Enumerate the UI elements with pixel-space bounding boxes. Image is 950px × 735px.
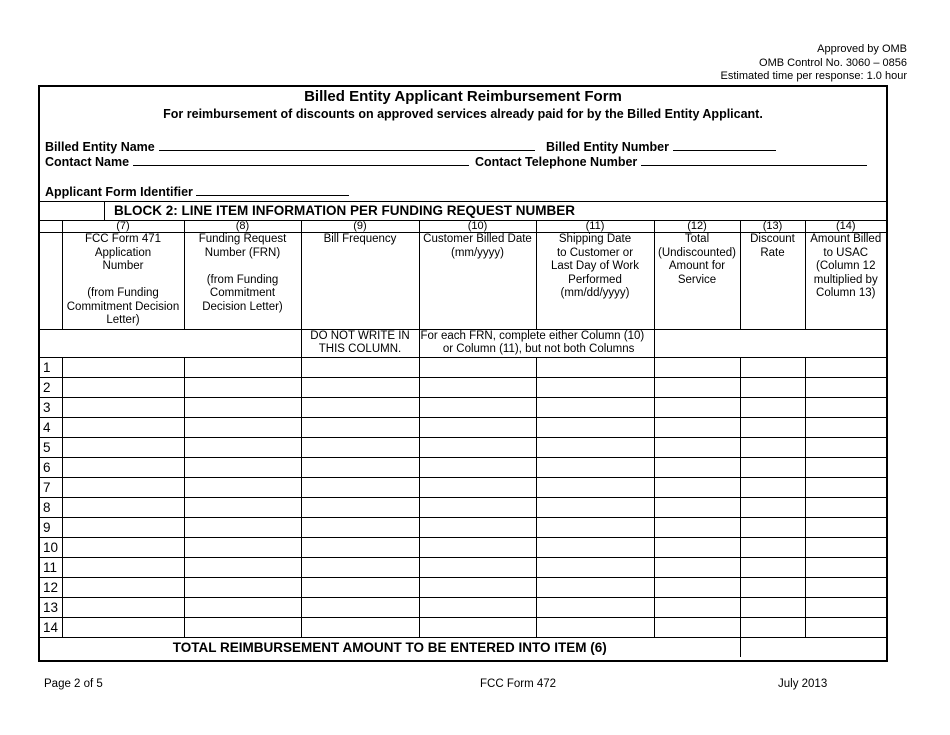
- entry-cell-col-14[interactable]: [805, 578, 886, 598]
- entry-cell-col-7[interactable]: [62, 458, 184, 478]
- entry-cell-col-14[interactable]: [805, 438, 886, 458]
- entry-cell-col-12[interactable]: [654, 518, 740, 538]
- entry-cell-col-14[interactable]: [805, 418, 886, 438]
- entry-cell-col-8[interactable]: [184, 478, 301, 498]
- column-number: (7): [62, 220, 184, 233]
- entry-cell-col-7[interactable]: [62, 378, 184, 398]
- entry-cell-col-12[interactable]: [654, 558, 740, 578]
- entry-cell-col-13[interactable]: [740, 598, 805, 618]
- omb-approval-block: [721, 43, 907, 84]
- table-row: [40, 618, 886, 638]
- row-number: 4: [40, 418, 62, 438]
- entry-cell-col-13[interactable]: [740, 358, 805, 378]
- entry-cell-col-9[interactable]: [301, 358, 419, 378]
- entry-cell-col-7[interactable]: [62, 478, 184, 498]
- form-frame: [38, 85, 888, 662]
- form-subtitle: For reimbursement of discounts on approved services already paid for by the Billed Entity Applicant.: [163, 107, 763, 121]
- table-row: [40, 598, 886, 618]
- block-2-header: [40, 201, 886, 221]
- entry-cell-col-8[interactable]: [184, 418, 301, 438]
- entry-cell-col-14[interactable]: [805, 538, 886, 558]
- entry-cell-col-12[interactable]: [654, 578, 740, 598]
- row-number: 2: [40, 378, 62, 398]
- row-number: 9: [40, 518, 62, 538]
- entry-cell-col-12[interactable]: [654, 418, 740, 438]
- contact-name-field[interactable]: [45, 153, 469, 169]
- form-title: Billed Entity Applicant Reimbursement Form: [304, 88, 622, 105]
- entry-cell-col-14[interactable]: [805, 558, 886, 578]
- entry-cell-col-8[interactable]: [184, 378, 301, 398]
- entry-cell-col-12[interactable]: [654, 498, 740, 518]
- entry-cell-col-9[interactable]: [301, 458, 419, 478]
- entry-cell-col-7[interactable]: [62, 578, 184, 598]
- entry-cell-col-12[interactable]: [654, 378, 740, 398]
- column-number: (13): [740, 220, 805, 233]
- entry-cell-col-7[interactable]: [62, 538, 184, 558]
- entry-cell-col-11[interactable]: [536, 598, 654, 618]
- entry-cell-col-10[interactable]: [419, 358, 536, 378]
- entry-cell-col-12[interactable]: [654, 358, 740, 378]
- entry-cell-col-10[interactable]: [419, 478, 536, 498]
- omb-control-number: OMB Control No. 3060 – 0856: [759, 56, 907, 69]
- table-row: [40, 558, 886, 578]
- row-number: 7: [40, 478, 62, 498]
- entry-cell-col-10[interactable]: [419, 558, 536, 578]
- line-item-table: [40, 220, 886, 657]
- entry-cell-col-13[interactable]: [740, 398, 805, 418]
- col-14-header: Amount Billed to USAC (Column 12 multiplied by Column 13): [805, 233, 886, 330]
- entry-cell-col-7[interactable]: [62, 398, 184, 418]
- entry-cell-col-7[interactable]: [62, 358, 184, 378]
- instruction-spacer: [40, 330, 301, 358]
- entry-cell-col-8[interactable]: [184, 598, 301, 618]
- entry-cell-col-9[interactable]: [301, 538, 419, 558]
- col-11-header: Shipping Date to Customer or Last Day of Work Performed (mm/dd/yyyy): [536, 233, 654, 330]
- col-9-header: Bill Frequency: [301, 233, 419, 330]
- row-number: 6: [40, 458, 62, 478]
- contact-name-label: Contact Name: [45, 155, 130, 169]
- entry-cell-col-8[interactable]: [184, 558, 301, 578]
- contact-telephone-input-line[interactable]: [641, 153, 867, 166]
- col-7-header: FCC Form 471 Application Number (from Funding Commitment Decision Letter): [62, 233, 184, 330]
- entry-cell-col-7[interactable]: [62, 558, 184, 578]
- entry-cell-col-11[interactable]: [536, 378, 654, 398]
- block-header-divider: [104, 202, 105, 220]
- col-12-header: Total (Undiscounted) Amount for Service: [654, 233, 740, 330]
- entry-cell-col-12[interactable]: [654, 538, 740, 558]
- entry-cell-col-10[interactable]: [419, 398, 536, 418]
- entry-cell-col-8[interactable]: [184, 538, 301, 558]
- entry-cell-col-8[interactable]: [184, 578, 301, 598]
- entry-cell-col-13[interactable]: [740, 518, 805, 538]
- column-number: (8): [184, 220, 301, 233]
- row-number: 3: [40, 398, 62, 418]
- entry-cell-col-9[interactable]: [301, 518, 419, 538]
- entry-cell-col-7[interactable]: [62, 618, 184, 638]
- entry-cell-col-9[interactable]: [301, 498, 419, 518]
- entry-cell-col-10[interactable]: [419, 518, 536, 538]
- entry-cell-col-14[interactable]: [805, 498, 886, 518]
- table-row: [40, 438, 886, 458]
- entry-cell-col-9[interactable]: [301, 578, 419, 598]
- total-reimbursement-label: TOTAL REIMBURSEMENT AMOUNT TO BE ENTERED INTO ITEM (6): [40, 638, 740, 658]
- entry-cell-col-13[interactable]: [740, 458, 805, 478]
- row-number: 10: [40, 538, 62, 558]
- entry-cell-col-11[interactable]: [536, 358, 654, 378]
- entry-cell-col-10[interactable]: [419, 498, 536, 518]
- entry-cell-col-14[interactable]: [805, 378, 886, 398]
- applicant-form-identifier-field[interactable]: [45, 183, 349, 199]
- entry-cell-col-8[interactable]: [184, 518, 301, 538]
- entry-cell-col-11[interactable]: [536, 418, 654, 438]
- contact-telephone-field[interactable]: [475, 153, 867, 169]
- billed-entity-name-label: Billed Entity Name: [45, 140, 155, 154]
- entry-cell-col-8[interactable]: [184, 398, 301, 418]
- row-number: 11: [40, 558, 62, 578]
- row-number: 12: [40, 578, 62, 598]
- entry-cell-col-8[interactable]: [184, 458, 301, 478]
- table-row: [40, 458, 886, 478]
- entry-cell-col-11[interactable]: [536, 458, 654, 478]
- entry-cell-col-12[interactable]: [654, 598, 740, 618]
- instruction-row: [40, 330, 886, 358]
- billed-entity-name-input-line[interactable]: [159, 138, 535, 151]
- entry-cell-col-11[interactable]: [536, 518, 654, 538]
- entry-cell-col-14[interactable]: [805, 518, 886, 538]
- contact-name-input-line[interactable]: [133, 153, 469, 166]
- entry-cell-col-9[interactable]: [301, 418, 419, 438]
- table-row: [40, 518, 886, 538]
- entry-cell-col-12[interactable]: [654, 438, 740, 458]
- table-row: [40, 478, 886, 498]
- column-number-spacer: [40, 220, 62, 233]
- table-row: [40, 578, 886, 598]
- entry-cell-col-12[interactable]: [654, 478, 740, 498]
- entry-cell-col-9[interactable]: [301, 478, 419, 498]
- row-number: 13: [40, 598, 62, 618]
- entry-cell-col-11[interactable]: [536, 578, 654, 598]
- applicant-form-identifier-input-line[interactable]: [196, 183, 349, 196]
- column-number-row: [40, 220, 886, 233]
- instruction-spacer: [654, 330, 886, 358]
- entry-cell-col-10[interactable]: [419, 458, 536, 478]
- column-number: (14): [805, 220, 886, 233]
- entry-cell-col-14[interactable]: [805, 618, 886, 638]
- entry-cell-col-7[interactable]: [62, 418, 184, 438]
- entry-cell-col-11[interactable]: [536, 618, 654, 638]
- row-number: 1: [40, 358, 62, 378]
- table-row: [40, 538, 886, 558]
- applicant-form-identifier-label: Applicant Form Identifier: [45, 185, 193, 199]
- entry-cell-col-13[interactable]: [740, 378, 805, 398]
- col-13-header: Discount Rate: [740, 233, 805, 330]
- entry-cell-col-9[interactable]: [301, 438, 419, 458]
- table-row: [40, 498, 886, 518]
- column-number: (10): [419, 220, 536, 233]
- entry-cell-col-13[interactable]: [740, 478, 805, 498]
- entry-cell-col-8[interactable]: [184, 358, 301, 378]
- entry-cell-col-11[interactable]: [536, 498, 654, 518]
- table-row: [40, 418, 886, 438]
- total-row: [40, 638, 886, 658]
- entry-cell-col-12[interactable]: [654, 398, 740, 418]
- entry-cell-col-8[interactable]: [184, 498, 301, 518]
- entry-cell-col-14[interactable]: [805, 398, 886, 418]
- omb-estimated-time: Estimated time per response: 1.0 hour: [720, 70, 907, 82]
- footer-page-number: Page 2 of 5: [44, 678, 103, 690]
- table-row: [40, 398, 886, 418]
- entry-cell-col-14[interactable]: [805, 458, 886, 478]
- block-2-title: BLOCK 2: LINE ITEM INFORMATION PER FUNDING REQUEST NUMBER: [114, 203, 575, 218]
- billed-entity-number-input-line[interactable]: [673, 138, 776, 151]
- entry-cell-col-10[interactable]: [419, 598, 536, 618]
- entry-cell-col-11[interactable]: [536, 438, 654, 458]
- entry-cell-col-9[interactable]: [301, 618, 419, 638]
- entry-cell-col-14[interactable]: [805, 478, 886, 498]
- entry-cell-col-10[interactable]: [419, 538, 536, 558]
- entry-cell-col-12[interactable]: [654, 618, 740, 638]
- row-number: 14: [40, 618, 62, 638]
- footer-form-name: FCC Form 472: [480, 678, 557, 690]
- entry-cell-col-10[interactable]: [419, 438, 536, 458]
- entry-cell-col-7[interactable]: [62, 438, 184, 458]
- omb-approved-text: Approved by OMB: [817, 43, 907, 55]
- entry-cell-col-13[interactable]: [740, 538, 805, 558]
- entry-cell-col-8[interactable]: [184, 438, 301, 458]
- column-number: (12): [654, 220, 740, 233]
- entry-cell-col-10[interactable]: [419, 378, 536, 398]
- entry-cell-col-9[interactable]: [301, 378, 419, 398]
- entry-cell-col-10[interactable]: [419, 618, 536, 638]
- entry-cell-col-11[interactable]: [536, 538, 654, 558]
- entry-cell-col-7[interactable]: [62, 498, 184, 518]
- entry-cell-col-13[interactable]: [740, 618, 805, 638]
- col-8-header: Funding Request Number (FRN) (from Funding Commitment Decision Letter): [184, 233, 301, 330]
- footer-date: July 2013: [778, 678, 828, 690]
- entry-cell-col-13[interactable]: [740, 558, 805, 578]
- entry-cell-col-10[interactable]: [419, 578, 536, 598]
- entry-cell-col-8[interactable]: [184, 618, 301, 638]
- billed-entity-number-label: Billed Entity Number: [546, 140, 669, 154]
- billed-entity-number-field[interactable]: [546, 138, 776, 154]
- frn-instruction-note: For each FRN, complete either Column (10) or Column (11), but not both Columns: [419, 330, 654, 358]
- entry-cell-col-13[interactable]: [740, 578, 805, 598]
- entry-cell-col-9[interactable]: [301, 398, 419, 418]
- entry-cell-col-7[interactable]: [62, 598, 184, 618]
- col-10-header: Customer Billed Date (mm/yyyy): [419, 233, 536, 330]
- entry-cell-col-13[interactable]: [740, 498, 805, 518]
- entry-cell-col-11[interactable]: [536, 398, 654, 418]
- do-not-write-note: DO NOT WRITE IN THIS COLUMN.: [301, 330, 419, 358]
- entry-cell-col-7[interactable]: [62, 518, 184, 538]
- entry-cell-col-14[interactable]: [805, 358, 886, 378]
- entry-cell-col-13[interactable]: [740, 418, 805, 438]
- column-header-row: [40, 233, 886, 330]
- entry-cell-col-11[interactable]: [536, 558, 654, 578]
- entry-cell-col-13[interactable]: [740, 438, 805, 458]
- contact-telephone-label: Contact Telephone Number: [475, 155, 638, 169]
- row-number: 8: [40, 498, 62, 518]
- table-row: [40, 378, 886, 398]
- column-number: (11): [536, 220, 654, 233]
- column-header-spacer: [40, 233, 62, 330]
- entry-cell-col-10[interactable]: [419, 418, 536, 438]
- billed-entity-name-field[interactable]: [45, 138, 535, 154]
- row-number: 5: [40, 438, 62, 458]
- column-number: (9): [301, 220, 419, 233]
- entry-cell-col-14[interactable]: [805, 598, 886, 618]
- total-reimbursement-amount-cell[interactable]: [740, 638, 886, 658]
- entry-cell-col-11[interactable]: [536, 478, 654, 498]
- entry-cell-col-9[interactable]: [301, 558, 419, 578]
- entry-cell-col-9[interactable]: [301, 598, 419, 618]
- table-row: [40, 358, 886, 378]
- entry-cell-col-12[interactable]: [654, 458, 740, 478]
